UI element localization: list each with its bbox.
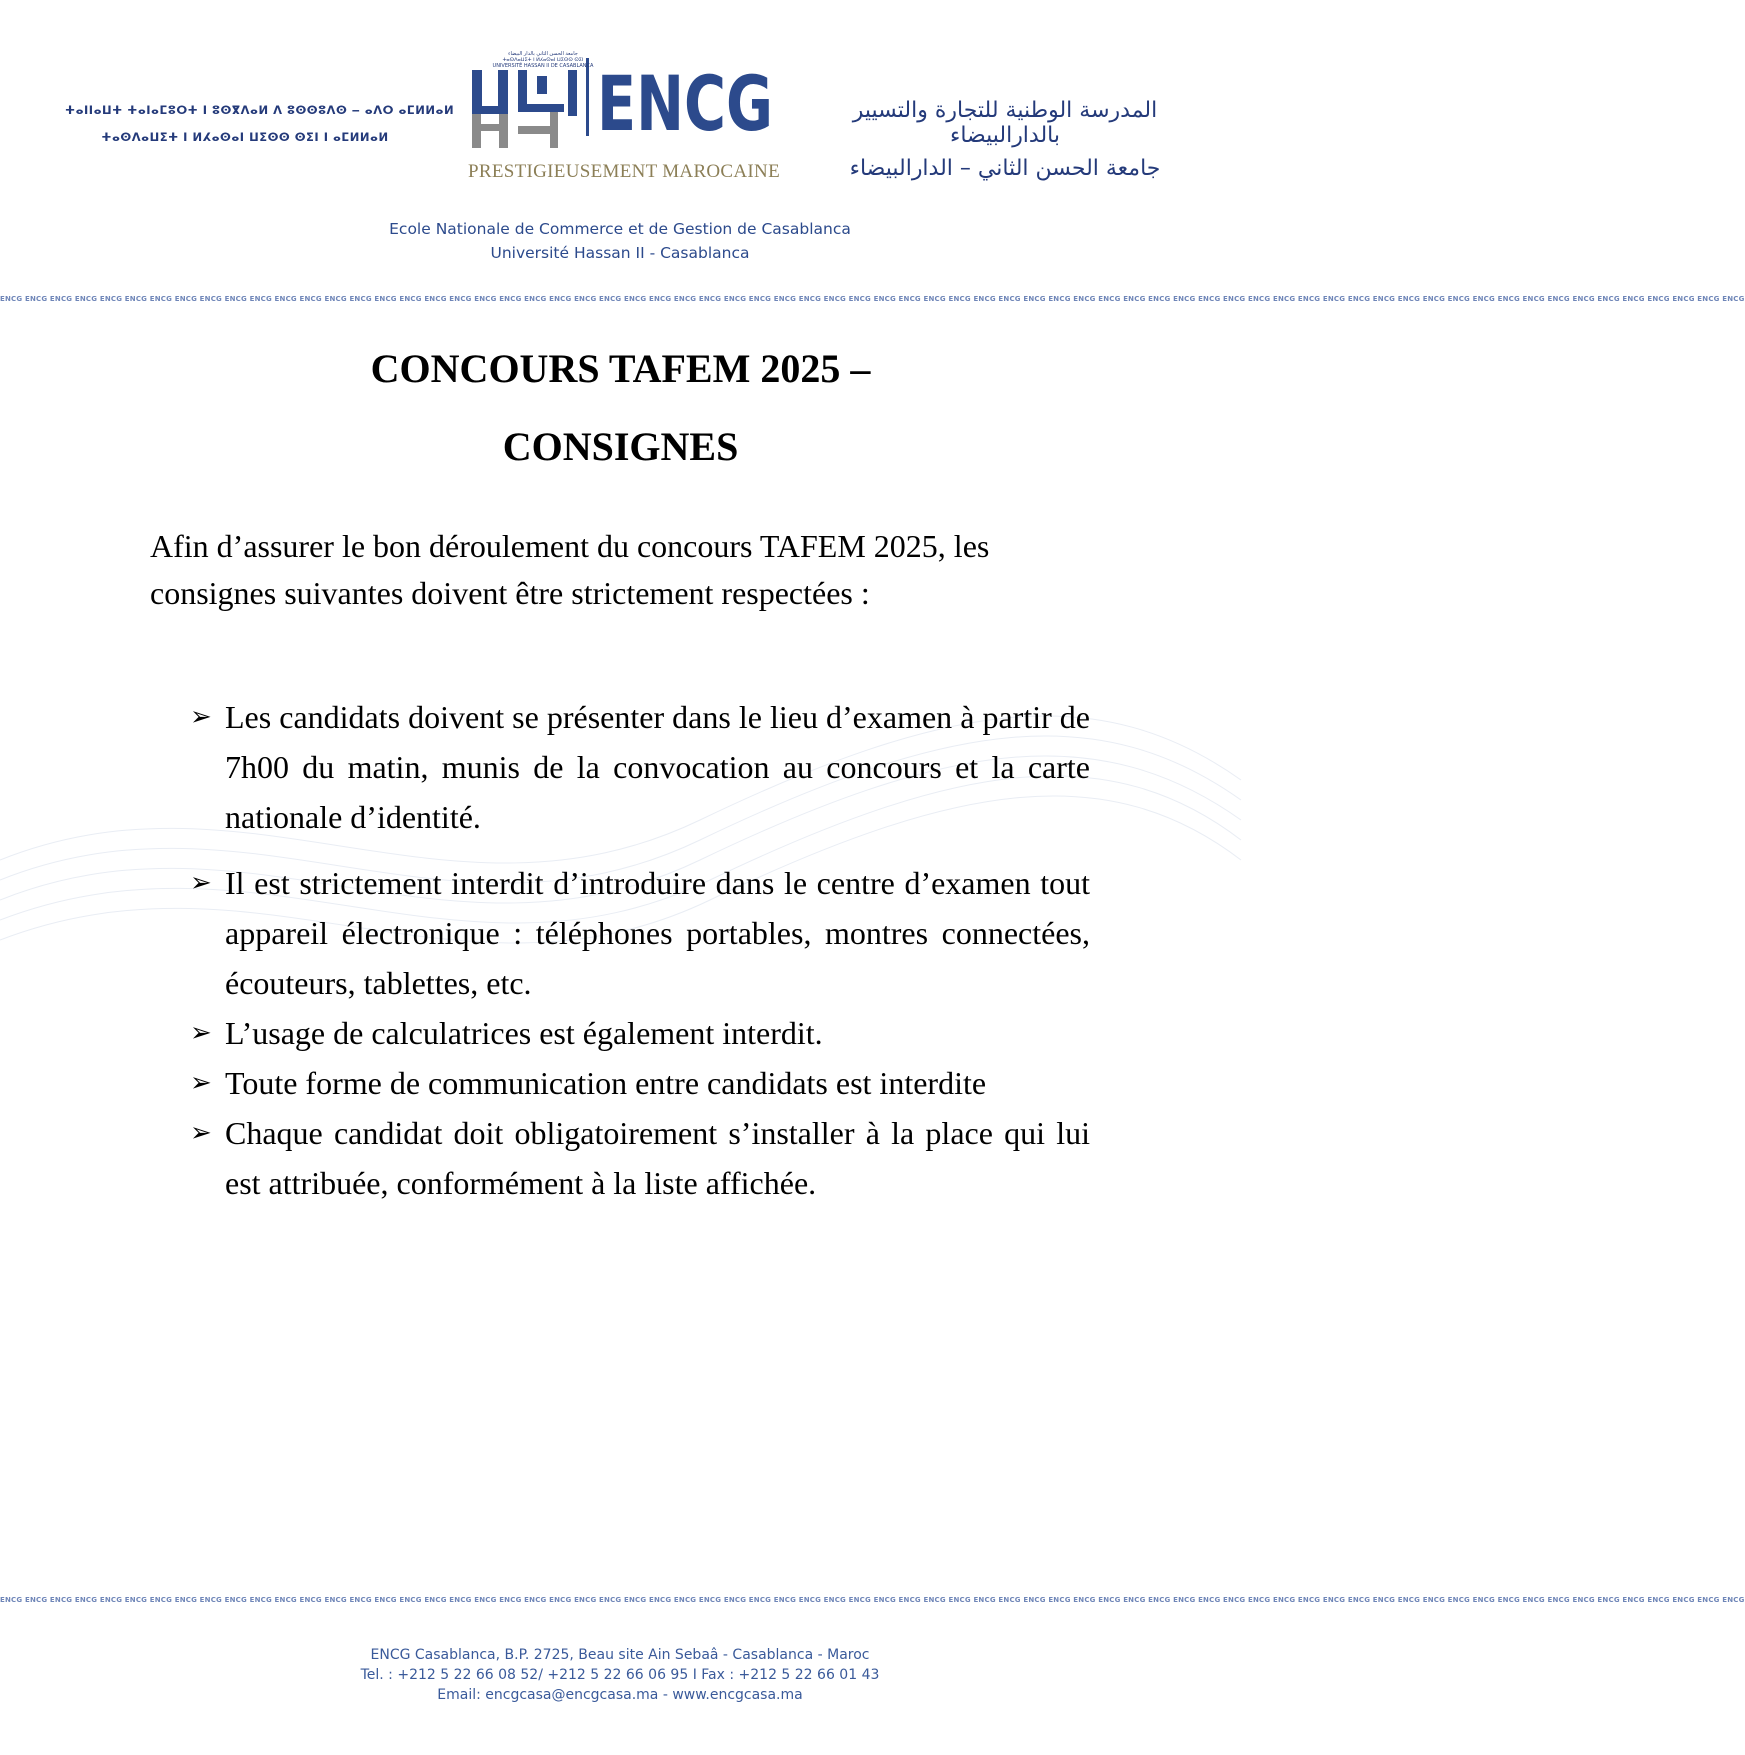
logo-university-caption xyxy=(468,51,618,69)
arabic-line-2: جامعة الحسن الثاني – الدارالبيضاء xyxy=(849,156,1161,181)
list-item-text: Les candidats doivent se présenter dans le lieu d’examen à partir de 7h00 du matin, munis de la convocation au concours et la carte nationale d’identité. xyxy=(225,699,1090,835)
arabic-line-1: المدرسة الوطنية للتجارة والتسيير بالدارالبيضاء xyxy=(852,98,1158,148)
logo-motto: PRESTIGIEUSEMENT MAROCAINE xyxy=(468,161,780,182)
header-encg-strip: ENCG ENCG ENCG ENCG ENCG ENCG ENCG ENCG ENCG ENCG ENCG ENCG ENCG ENCG ENCG ENCG ENCG ENCG ENCG ENCG ENCG ENCG ENCG ENCG ENCG ENCG ENCG ENCG ENCG ENCG ENCG ENCG ENCG ENCG ENCG ENCG ENCG ENCG ENCG ENCG ENCG ENCG ENCG ENCG ENCG ENCG ENCG ENCG ENCG ENCG ENCG ENCG ENCG ENCG ENCG ENCG ENCG ENCG ENCG ENCG ENCG ENCG ENCG ENCG ENCG ENCG ENCG ENCG ENCG ENCG xyxy=(0,295,1745,303)
logo-encg-wordmark: ENCG xyxy=(597,59,773,148)
arrow-bullet-icon: ➢ xyxy=(190,1018,212,1048)
list-item xyxy=(190,1108,1090,1208)
instructions-list xyxy=(190,692,1090,1208)
footer-contact xyxy=(270,1645,970,1705)
intro-paragraph: Afin d’assurer le bon déroulement du concours TAFEM 2025, les consignes suivantes doivent être strictement respectées : xyxy=(150,528,990,611)
page-title-line-1: CONCOURS TAFEM 2025 – xyxy=(370,346,871,391)
arrow-bullet-icon: ➢ xyxy=(190,1068,212,1098)
list-item xyxy=(190,1058,1090,1108)
footer-email-website: Email: encgcasa@encgcasa.ma - www.encgcasa.ma xyxy=(437,1687,803,1703)
logo-caption-arabic: جامعة الحسن الثاني بالدار البيضاء xyxy=(508,51,578,57)
encg-logo xyxy=(468,50,778,190)
header-arabic-text xyxy=(825,98,1185,181)
arrow-bullet-icon: ➢ xyxy=(190,1118,212,1148)
school-name xyxy=(320,217,920,265)
list-item-text: L’usage de calculatrices est également interdit. xyxy=(225,1015,823,1051)
page-title-line-2: CONSIGNES xyxy=(502,424,739,469)
logo-caption-french: UNIVERSITÉ HASSAN II DE CASABLANCA xyxy=(492,63,594,69)
school-name-line-1: Ecole Nationale de Commerce et de Gestion de Casablanca xyxy=(389,220,851,238)
arrow-bullet-icon: ➢ xyxy=(190,868,212,898)
header-tifinagh-text xyxy=(65,103,455,144)
list-item xyxy=(190,858,1090,1008)
list-item xyxy=(190,1008,1090,1058)
footer-phone: Tel. : +212 5 22 66 08 52/ +212 5 22 66 06 95 I Fax : +212 5 22 66 01 43 xyxy=(360,1667,880,1683)
arrow-bullet-icon: ➢ xyxy=(190,702,212,732)
list-item-text: Il est strictement interdit d’introduire dans le centre d’examen tout appareil électronique : téléphones portables, montres connectées, écouteurs, tablettes, etc. xyxy=(225,865,1090,1001)
list-item xyxy=(190,692,1090,842)
logo-caption-tifinagh: ⵜⴰⵙⴷⴰⵡⵉⵜ ⵏ ⵍⵃⴰⵙⴰⵏ ⵡⵉⵙⵙ ⵙⵉⵏ xyxy=(502,57,584,63)
footer-address: ENCG Casablanca, B.P. 2725, Beau site Ain Sebaâ - Casablanca - Maroc xyxy=(370,1647,870,1663)
list-item-text: Chaque candidat doit obligatoirement s’installer à la place qui lui est attribuée, conformément à la liste affichée. xyxy=(225,1115,1090,1201)
footer-encg-strip: ENCG ENCG ENCG ENCG ENCG ENCG ENCG ENCG ENCG ENCG ENCG ENCG ENCG ENCG ENCG ENCG ENCG ENCG ENCG ENCG ENCG ENCG ENCG ENCG ENCG ENCG ENCG ENCG ENCG ENCG ENCG ENCG ENCG ENCG ENCG ENCG ENCG ENCG ENCG ENCG ENCG ENCG ENCG ENCG ENCG ENCG ENCG ENCG ENCG ENCG ENCG ENCG ENCG ENCG ENCG ENCG ENCG ENCG ENCG ENCG ENCG ENCG ENCG ENCG ENCG ENCG ENCG ENCG ENCG ENCG xyxy=(0,1596,1745,1604)
school-name-line-2: Université Hassan II - Casablanca xyxy=(490,244,750,262)
list-item-text: Toute forme de communication entre candidats est interdite xyxy=(225,1065,987,1101)
tifinagh-line-1: ⵜⴰⵏⵏⴰⵡⵜ ⵜⴰⵏⴰⵎⵓⵔⵜ ⵏ ⵓⵙⴳⴷⴰⵍ ⴷ ⵓⵙⵙⵓⴷⵙ ‒ ⴰⴷⵔ ⴰⵎⵍⵍⴰⵍ xyxy=(65,103,455,117)
tifinagh-line-2: ⵜⴰⵙⴷⴰⵡⵉⵜ ⵏ ⵍⵃⴰⵙⴰⵏ ⵡⵉⵙⵙ ⵙⵉⵏ ⵏ ⴰⵎⵍⵍⴰⵍ xyxy=(101,130,389,144)
